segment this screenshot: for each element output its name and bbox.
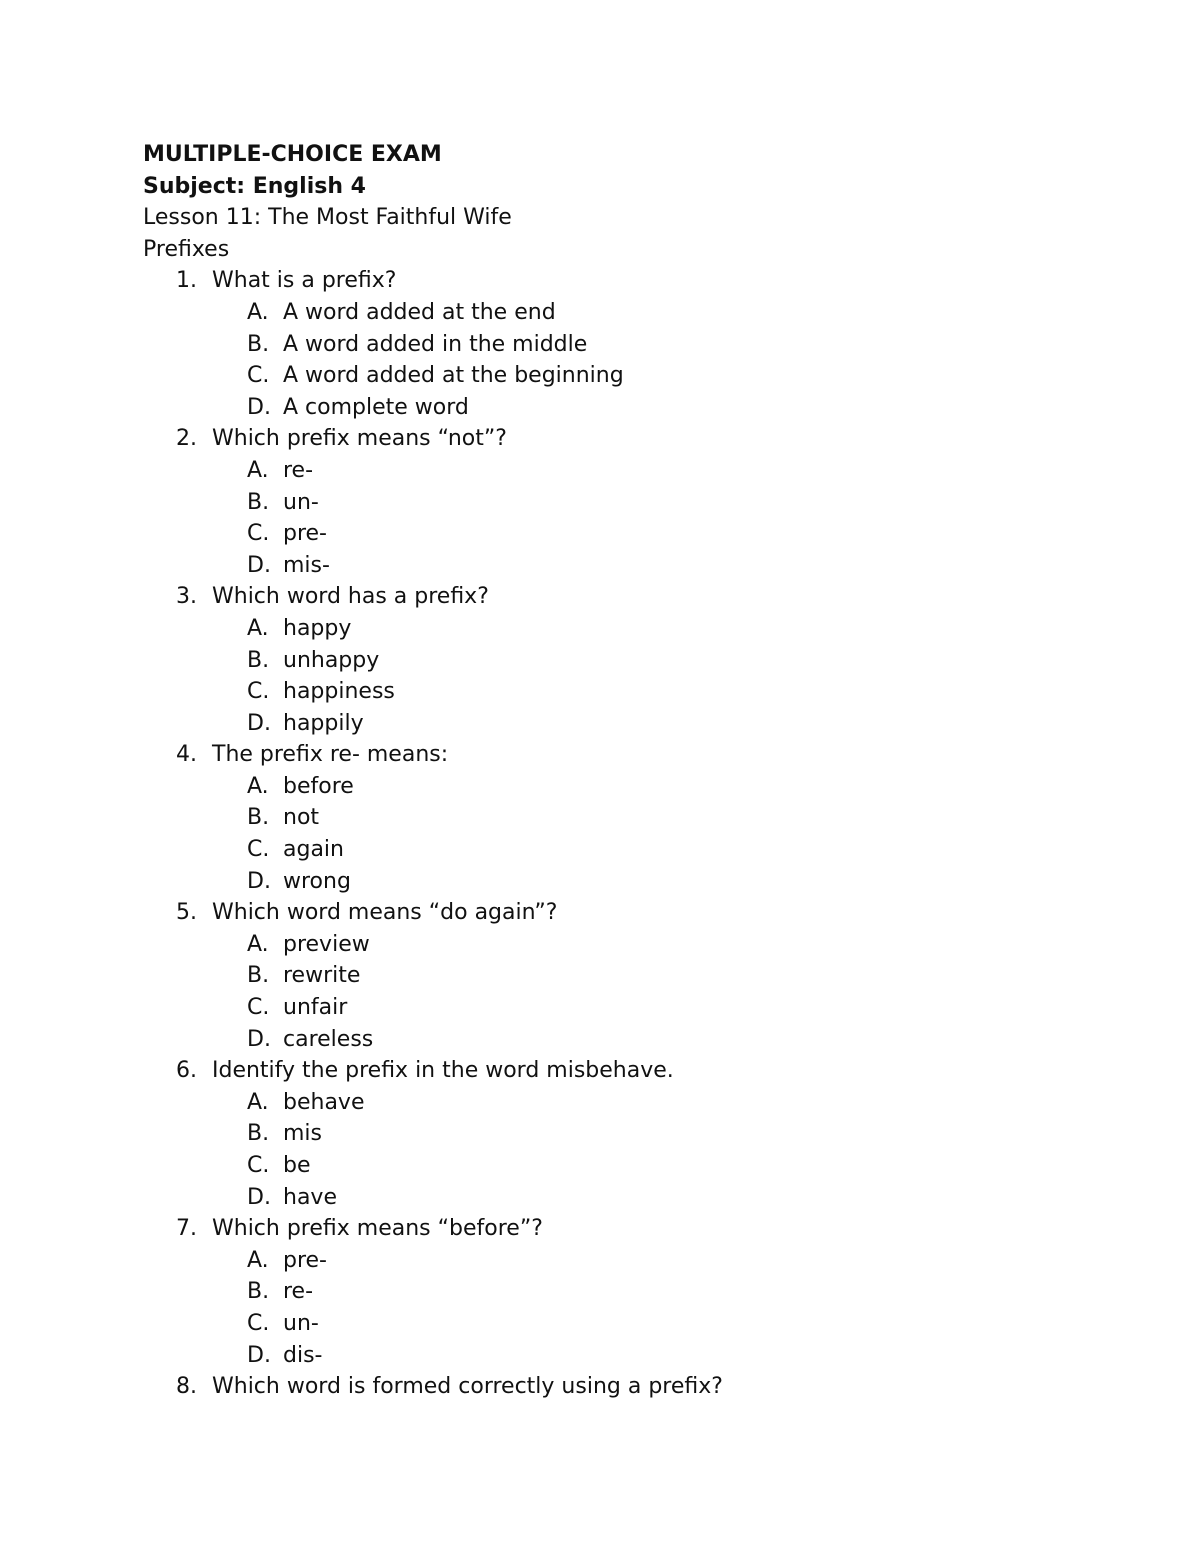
option-text: A word added at the beginning (283, 363, 624, 389)
option-text: A word added in the middle (283, 331, 588, 357)
answer-option (143, 1276, 1103, 1308)
option-letter: A. (247, 299, 269, 325)
option-letter: C. (247, 995, 270, 1021)
option-text: A word added at the end (283, 299, 556, 325)
question-text: Identify the prefix in the word misbehave. (212, 1058, 674, 1084)
option-text: wrong (283, 868, 351, 894)
question-item (143, 581, 1103, 613)
answer-option (143, 992, 1103, 1024)
option-letter: D. (247, 1342, 271, 1368)
question-number: 2. (176, 426, 197, 452)
question-item (143, 897, 1103, 929)
option-letter: D. (247, 1026, 271, 1052)
answer-option (143, 392, 1103, 424)
option-text: be (283, 1153, 311, 1178)
question-text: Which word is formed correctly using a prefix? (212, 1374, 723, 1400)
question-item (143, 1371, 1103, 1403)
option-text: unhappy (283, 647, 380, 673)
option-text: pre- (283, 1247, 327, 1273)
option-text: again (283, 837, 344, 863)
question-item (143, 739, 1103, 771)
question-number: 4. (176, 742, 197, 768)
answer-option (143, 487, 1103, 519)
answer-option (143, 550, 1103, 582)
answer-option (143, 802, 1103, 834)
option-text: un- (283, 1310, 319, 1336)
option-text: behave (283, 1089, 365, 1115)
answer-option (143, 613, 1103, 645)
question-item (143, 265, 1103, 297)
answer-option (143, 676, 1103, 708)
option-letter: C. (247, 363, 270, 389)
option-letter: B. (247, 647, 270, 673)
option-text: re- (283, 457, 314, 483)
answer-option (143, 1087, 1103, 1119)
answer-option (143, 1150, 1103, 1182)
option-letter: C. (247, 521, 270, 547)
option-letter: D. (247, 394, 271, 420)
document-body (143, 139, 1103, 1403)
option-text: un- (283, 489, 319, 515)
option-letter: B. (247, 1121, 270, 1147)
question-text: The prefix re- means: (212, 742, 449, 768)
option-text: happiness (283, 679, 395, 705)
answer-option (143, 455, 1103, 487)
option-text: happy (283, 615, 352, 641)
option-letter: D. (247, 868, 271, 894)
option-letter: B. (247, 489, 270, 515)
question-text: What is a prefix? (212, 268, 397, 294)
option-letter: B. (247, 331, 270, 357)
answer-option (143, 866, 1103, 898)
option-letter: D. (247, 552, 271, 578)
option-letter: C. (247, 1310, 270, 1336)
answer-option (143, 960, 1103, 992)
question-number: 3. (176, 584, 197, 610)
subject-line: Subject: English 4 (143, 173, 366, 199)
option-text: rewrite (283, 963, 361, 989)
answer-option (143, 834, 1103, 866)
question-item (143, 423, 1103, 455)
answer-option (143, 297, 1103, 329)
question-text: Which prefix means “not”? (212, 426, 507, 452)
exam-title: MULTIPLE-CHOICE EXAM (143, 142, 442, 167)
answer-option (143, 645, 1103, 677)
question-number: 6. (176, 1058, 197, 1084)
question-number: 7. (176, 1216, 197, 1242)
topic-heading: Prefixes (143, 236, 230, 262)
option-letter: B. (247, 805, 270, 831)
option-text: happily (283, 710, 364, 736)
answer-option (143, 518, 1103, 550)
option-letter: B. (247, 963, 270, 989)
option-text: preview (283, 931, 370, 957)
option-letter: A. (247, 615, 269, 641)
option-text: re- (283, 1279, 314, 1305)
question-text: Which word has a prefix? (212, 584, 489, 610)
answer-option (143, 329, 1103, 361)
option-letter: A. (247, 931, 269, 957)
question-number: 8. (176, 1374, 197, 1400)
option-letter: C. (247, 679, 270, 705)
answer-option (143, 929, 1103, 961)
option-letter: A. (247, 1247, 269, 1273)
answer-option (143, 1182, 1103, 1214)
option-letter: C. (247, 1153, 270, 1178)
option-text: dis- (283, 1342, 323, 1368)
option-letter: D. (247, 1184, 271, 1210)
answer-option (143, 1308, 1103, 1340)
question-item (143, 1213, 1103, 1245)
answer-option (143, 708, 1103, 740)
question-text: Which prefix means “before”? (212, 1216, 543, 1242)
option-letter: C. (247, 837, 270, 863)
option-text: before (283, 773, 354, 799)
option-text: have (283, 1184, 337, 1210)
lesson-line: Lesson 11: The Most Faithful Wife (143, 205, 512, 231)
option-letter: A. (247, 457, 269, 483)
option-text: careless (283, 1026, 374, 1052)
question-item (143, 1055, 1103, 1087)
question-list (143, 265, 1103, 1402)
option-text: pre- (283, 521, 327, 547)
question-number: 1. (176, 268, 197, 294)
answer-option (143, 360, 1103, 392)
answer-option (143, 1118, 1103, 1150)
option-letter: D. (247, 710, 271, 736)
option-text: unfair (283, 995, 348, 1021)
option-letter: B. (247, 1279, 270, 1305)
question-number: 5. (176, 900, 197, 926)
answer-option (143, 1245, 1103, 1277)
question-text: Which word means “do again”? (212, 900, 558, 926)
answer-option (143, 1024, 1103, 1056)
option-text: A complete word (283, 394, 469, 420)
option-letter: A. (247, 773, 269, 799)
answer-option (143, 771, 1103, 803)
option-letter: A. (247, 1089, 269, 1115)
option-text: not (283, 805, 320, 831)
option-text: mis (283, 1121, 323, 1147)
answer-option (143, 1340, 1103, 1372)
option-text: mis- (283, 552, 330, 578)
